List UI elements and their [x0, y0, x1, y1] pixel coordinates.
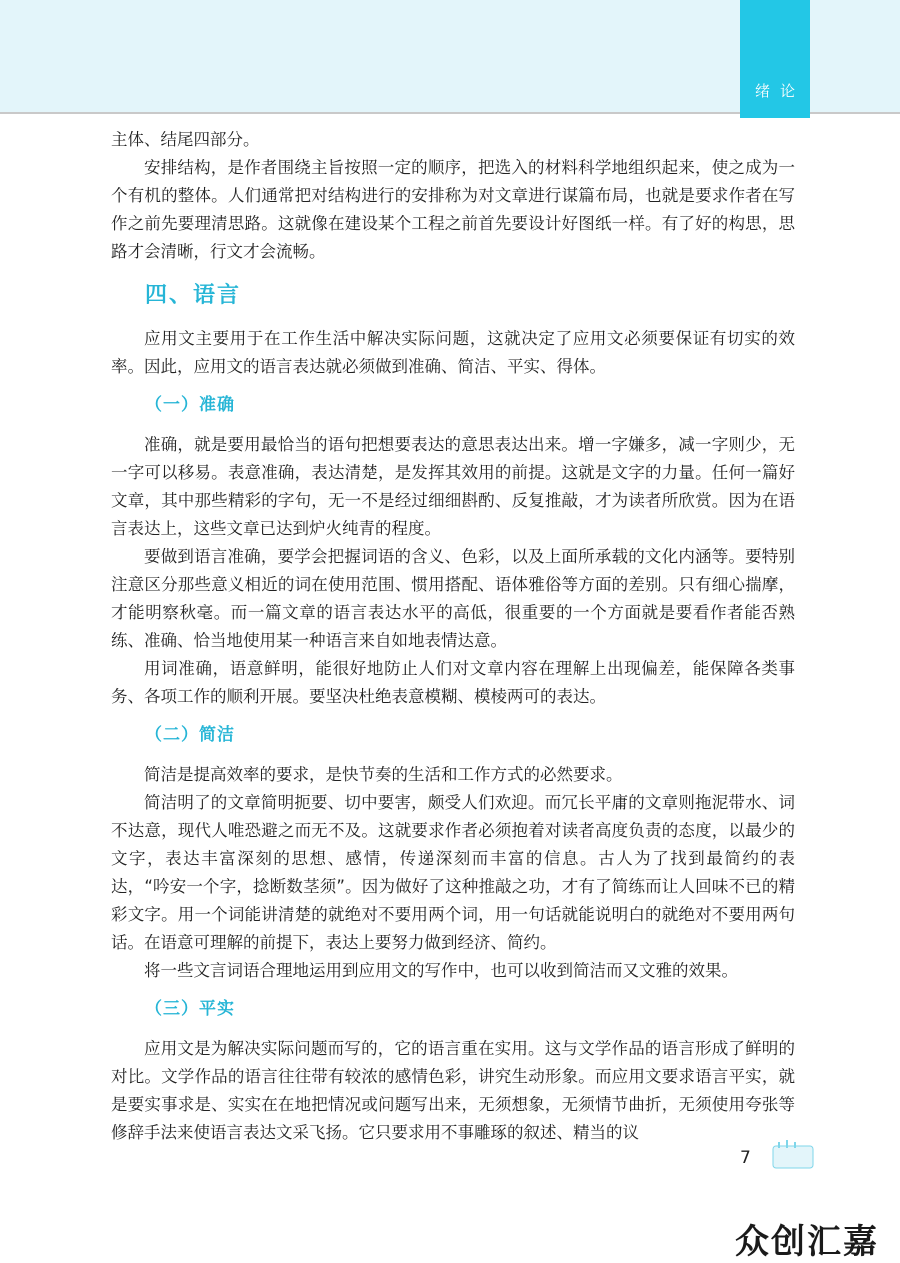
paragraph: 应用文是为解决实际问题而写的，它的语言重在实用。这与文学作品的语言形成了鲜明的对比。文学作品的语言往往带有较浓的感情色彩，讲究生动形象。而应用文要求语言平实，就是要实事求是、实实在在地把情况或问题写出来，无须想象，无须情节曲折，无须使用夸张等修辞手法来使语言表达文采飞扬。它只要求用不事雕琢的叙述、精当的议	[111, 1039, 795, 1142]
paragraph: 要做到语言准确，要学会把握词语的含义、色彩，以及上面所承载的文化内涵等。要特别注意区分那些意义相近的词在使用范围、惯用搭配、语体雅俗等方面的差别。只有细心揣摩，才能明察秋毫。而一篇文章的语言表达水平的高低，很重要的一个方面就是要看作者能否熟练、准确、恰当地使用某一种语言来自如地表情达意。	[111, 547, 795, 650]
paragraph: 主体、结尾四部分。	[111, 130, 260, 149]
page-corner-decoration-icon	[769, 1136, 817, 1170]
paragraph: 用词准确，语意鲜明，能很好地防止人们对文章内容在理解上出现偏差，能保障各类事务、各项工作的顺利开展。要坚决杜绝表意模糊、模棱两可的表达。	[111, 659, 795, 706]
chapter-tab	[740, 0, 810, 118]
subheading-conciseness: （二）简洁	[145, 725, 235, 745]
subheading-accuracy: （一）准确	[145, 395, 235, 415]
paragraph: 简洁明了的文章简明扼要、切中要害，颇受人们欢迎。而冗长平庸的文章则拖泥带水、词不达意，现代人唯恐避之而无不及。这就要求作者必须抱着对读者高度负责的态度，以最少的文字，表达丰富深刻的思想、感情，传递深刻而丰富的信息。古人为了找到最简约的表达，“吟安一个字，捻断数茎须”。因为做好了这种推敲之功，才有了简练而让人回味不已的精彩文字。用一个词能讲清楚的就绝对不要用两个词，用一句话就能说明白的就绝对不要用两句话。在语意可理解的前提下，表达上要努力做到经济、简约。	[111, 793, 795, 952]
paragraph: 应用文主要用于在工作生活中解决实际问题，这就决定了应用文必须要保证有切实的效率。因此，应用文的语言表达就必须做到准确、简洁、平实、得体。	[111, 329, 795, 376]
page-body	[111, 126, 795, 1147]
paragraph: 简洁是提高效率的要求，是快节奏的生活和工作方式的必然要求。	[144, 765, 623, 784]
paragraph: 准确，就是要用最恰当的语句把想要表达的意思表达出来。增一字嫌多，减一字则少，无一字可以移易。表意准确，表达清楚，是发挥其效用的前提。这就是文字的力量。任何一篇好文章，其中那些精彩的字句，无一不是经过细细斟酌、反复推敲，才为读者所欣赏。因为在语言表达上，这些文章已达到炉火纯青的程度。	[111, 435, 795, 538]
chapter-label: 绪论	[754, 82, 805, 100]
watermark: 众创汇嘉	[735, 1222, 879, 1262]
page-number: 7	[740, 1148, 751, 1168]
paragraph: 将一些文言词语合理地运用到应用文的写作中，也可以收到简洁而又文雅的效果。	[144, 961, 738, 980]
subheading-plainness: （三）平实	[145, 999, 235, 1019]
paragraph: 安排结构，是作者围绕主旨按照一定的顺序，把选入的材料科学地组织起来，使之成为一个有机的整体。人们通常把对结构进行的安排称为对文章进行谋篇布局，也就是要求作者在写作之前先要理清思路。这就像在建设某个工程之前首先要设计好图纸一样。有了好的构思，思路才会清晰，行文才会流畅。	[111, 158, 795, 261]
section-heading-language: 四、语言	[145, 283, 242, 308]
